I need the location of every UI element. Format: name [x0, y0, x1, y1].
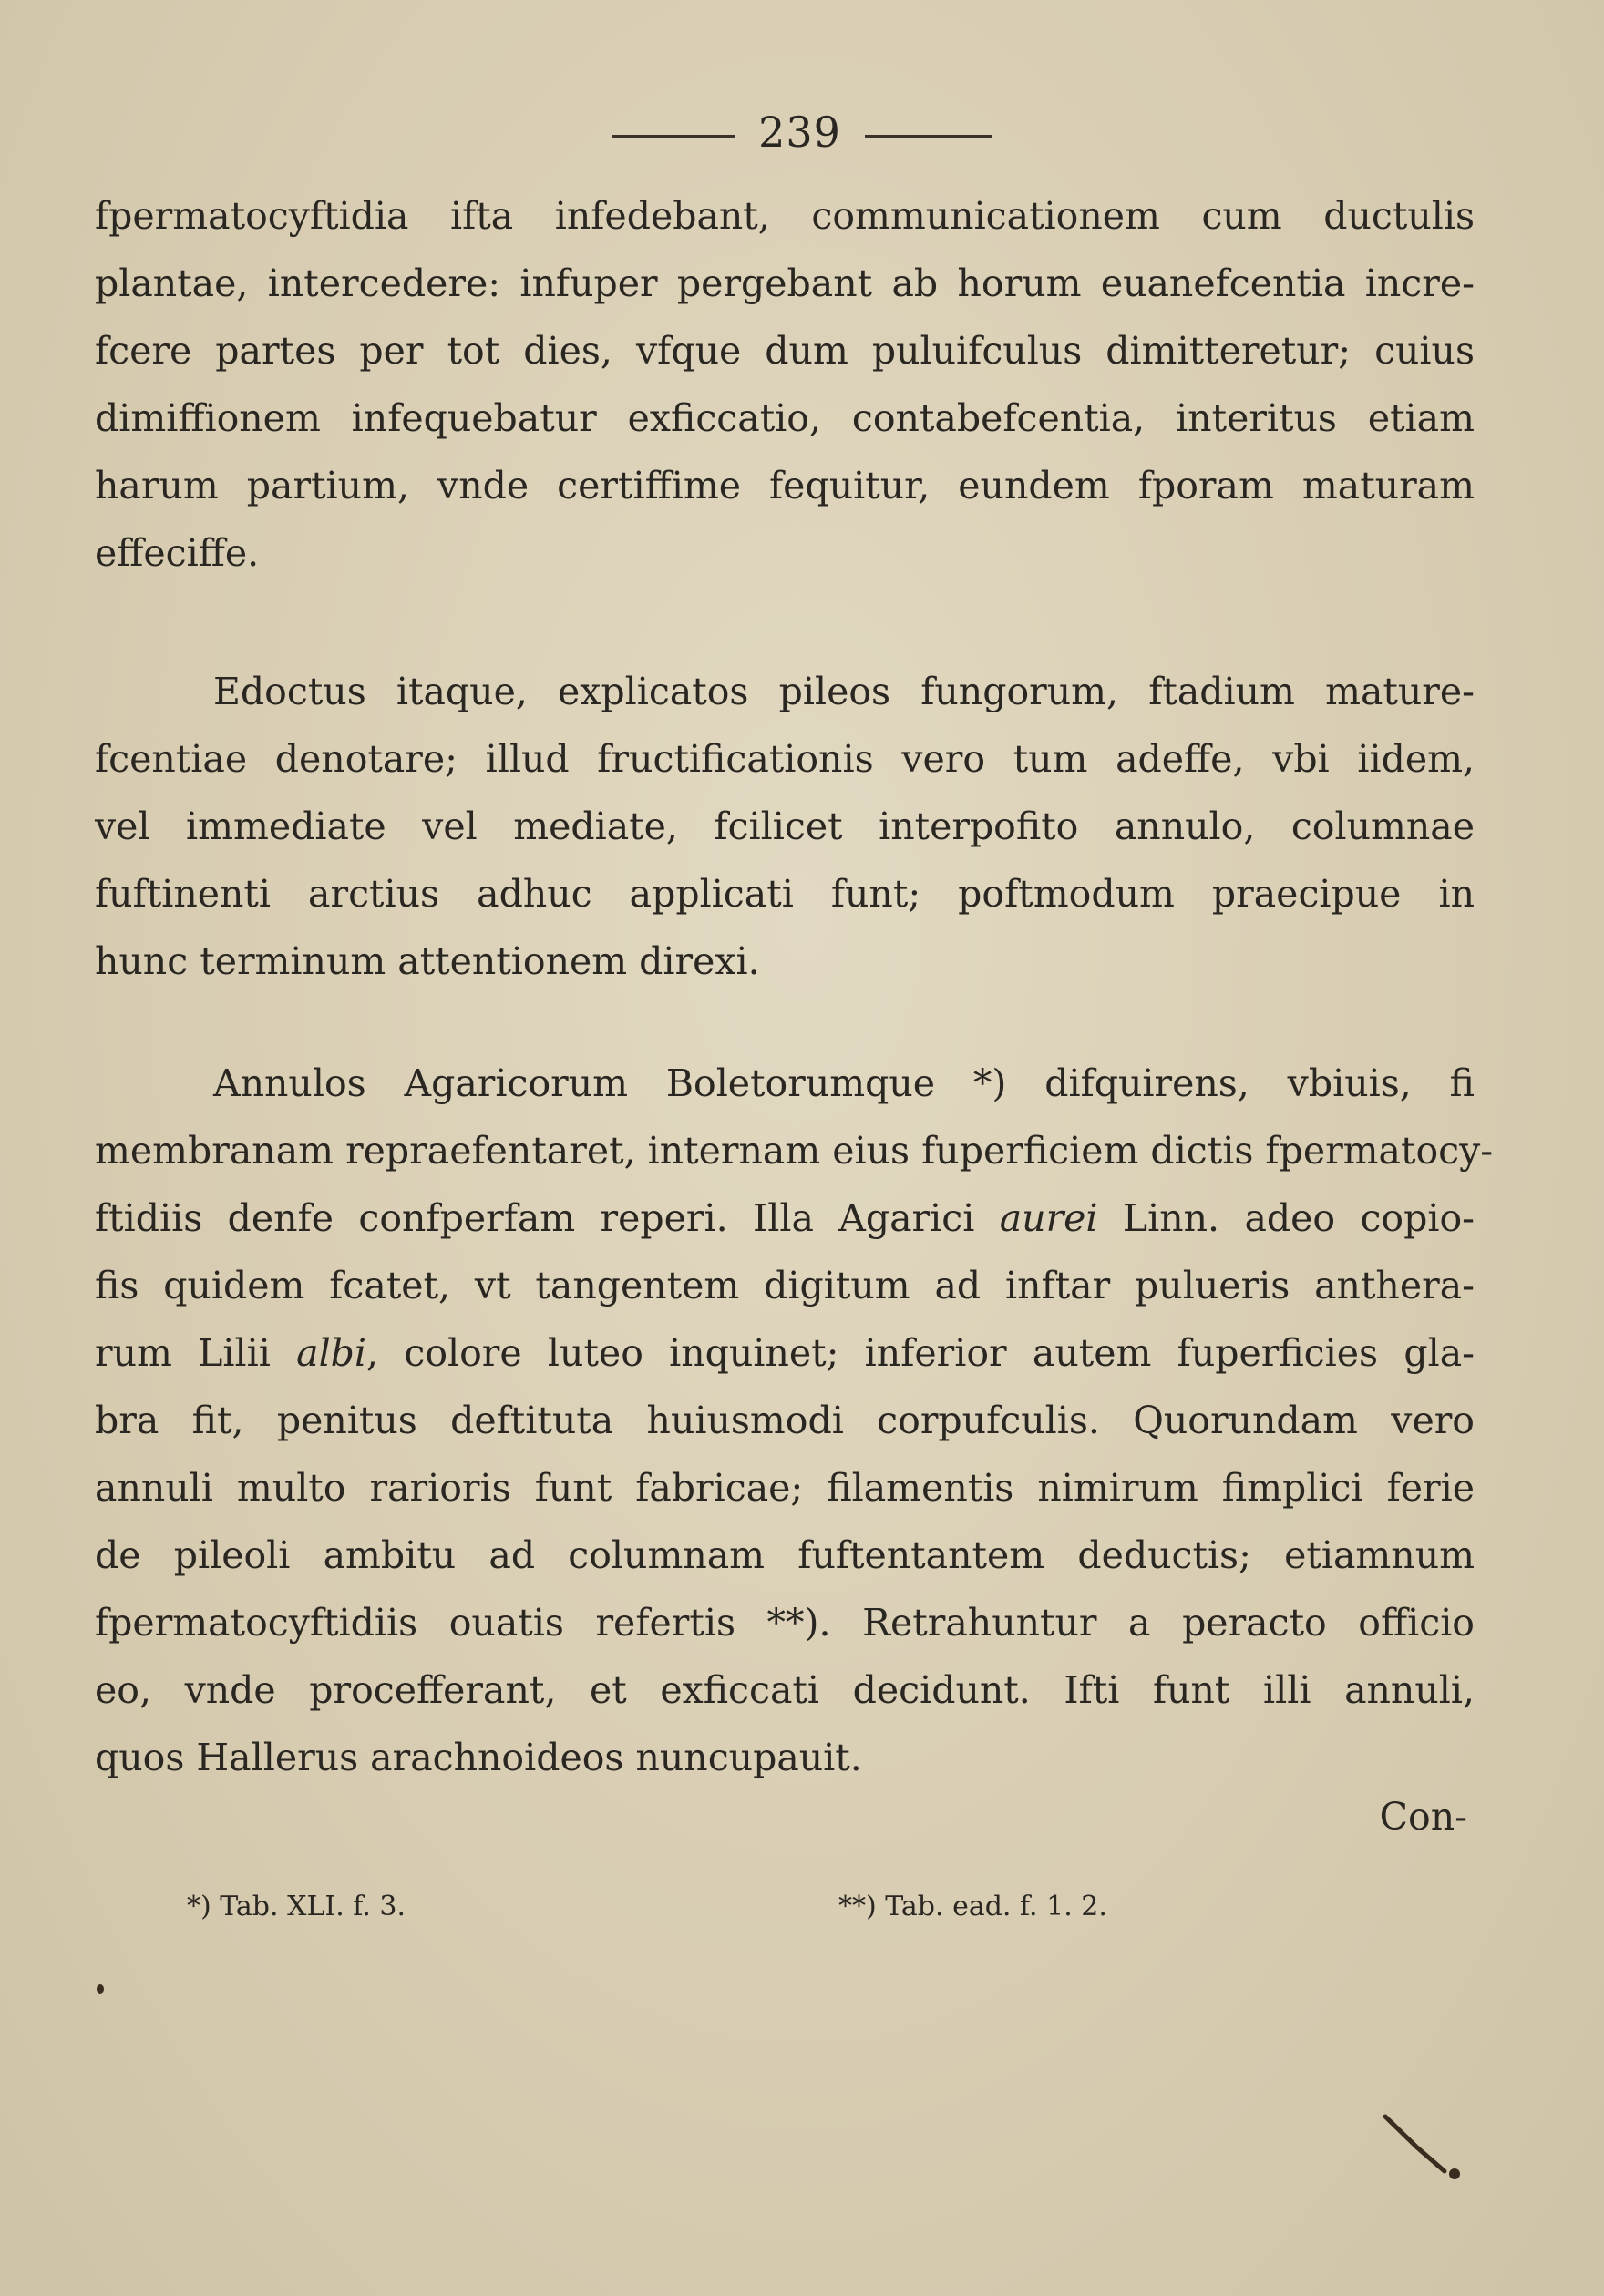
text-line: dimiffionem infequebatur exficcatio, contabefcentia, interitus etiam [95, 396, 1475, 440]
text-line [95, 1319, 1475, 1387]
page-mark [1381, 2109, 1454, 2182]
paragraph-2 [95, 658, 1475, 995]
text-line: vel immediate vel mediate, fcilicet interpofito annulo, columnae [95, 805, 1475, 848]
page-number: 239 [758, 108, 841, 157]
header-rule-right [865, 135, 992, 138]
text-line: fis quidem fcatet, vt tangentem digitum ad inftar pulueris anthera- [95, 1264, 1475, 1307]
text-line: fpermatocyftidiis ouatis refertis **). Retrahuntur a peracto officio [95, 1601, 1475, 1645]
text-line: quos Hallerus arachnoideos nuncupauit. [95, 1736, 862, 1779]
ink-speck [97, 1984, 104, 1994]
page-header [0, 108, 1604, 157]
paragraph-1 [95, 182, 1475, 587]
text-line: fcentiae denotare; illud fructificationis vero tum adeffe, vbi iidem, [95, 737, 1475, 781]
text-line: fuftinenti arctius adhuc applicati funt; poftmodum praecipue in [95, 872, 1475, 916]
text-line: annuli multo rarioris funt fabricae; filamentis nimirum fimplici ferie [95, 1466, 1475, 1510]
text-line: eo, vnde procefferant, et exficcati decidunt. Ifti funt illi annuli, [95, 1668, 1475, 1712]
text-line: bra fit, penitus deftituta huiusmodi corpufculis. Quorundam vero [95, 1399, 1475, 1442]
text-line: de pileoli ambitu ad columnam fuftentantem deductis; etiamnum [95, 1533, 1475, 1577]
footnote-2: **) Tab. ead. f. 1. 2. [838, 1891, 1107, 1922]
footnote-1: *) Tab. XLI. f. 3. [187, 1891, 406, 1922]
text-line: hunc terminum attentionem direxi. [95, 939, 760, 983]
header-rule-left [612, 135, 735, 138]
text-segment: , colore luteo inquinet; inferior autem fuperficies gla- [366, 1331, 1475, 1375]
text-line: Annulos Agaricorum Boletorumque *) difquirens, vbiuis, fi [213, 1061, 1475, 1105]
text-line: harum partium, vnde certiffime fequitur, eundem fporam maturam [95, 464, 1475, 507]
paragraph-3 [95, 1050, 1494, 1791]
italic-word: albi [296, 1331, 367, 1375]
text-line: fpermatocyftidia ifta infedebant, communicationem cum ductulis [95, 194, 1475, 238]
text-segment: Linn. adeo copio- [1097, 1196, 1475, 1240]
text-segment: ftidiis denfe confperfam reperi. Illa Agarici [95, 1196, 1000, 1240]
text-line: Edoctus itaque, explicatos pileos fungorum, ftadium mature- [213, 670, 1475, 713]
text-line: effeciffe. [95, 531, 260, 575]
text-line: plantae, intercedere: infuper pergebant ab horum euanefcentia incre- [95, 261, 1475, 305]
italic-word: aurei [999, 1196, 1098, 1240]
text-segment: rum Lilii [95, 1331, 297, 1375]
catchword: Con- [1379, 1795, 1467, 1839]
text-line: membranam repraefentaret, internam eius fuperficiem dictis fpermatocy- [95, 1129, 1494, 1173]
text-line: fcere partes per tot dies, vfque dum puluifculus dimitteretur; cuius [95, 329, 1475, 373]
text-line [95, 1184, 1475, 1252]
